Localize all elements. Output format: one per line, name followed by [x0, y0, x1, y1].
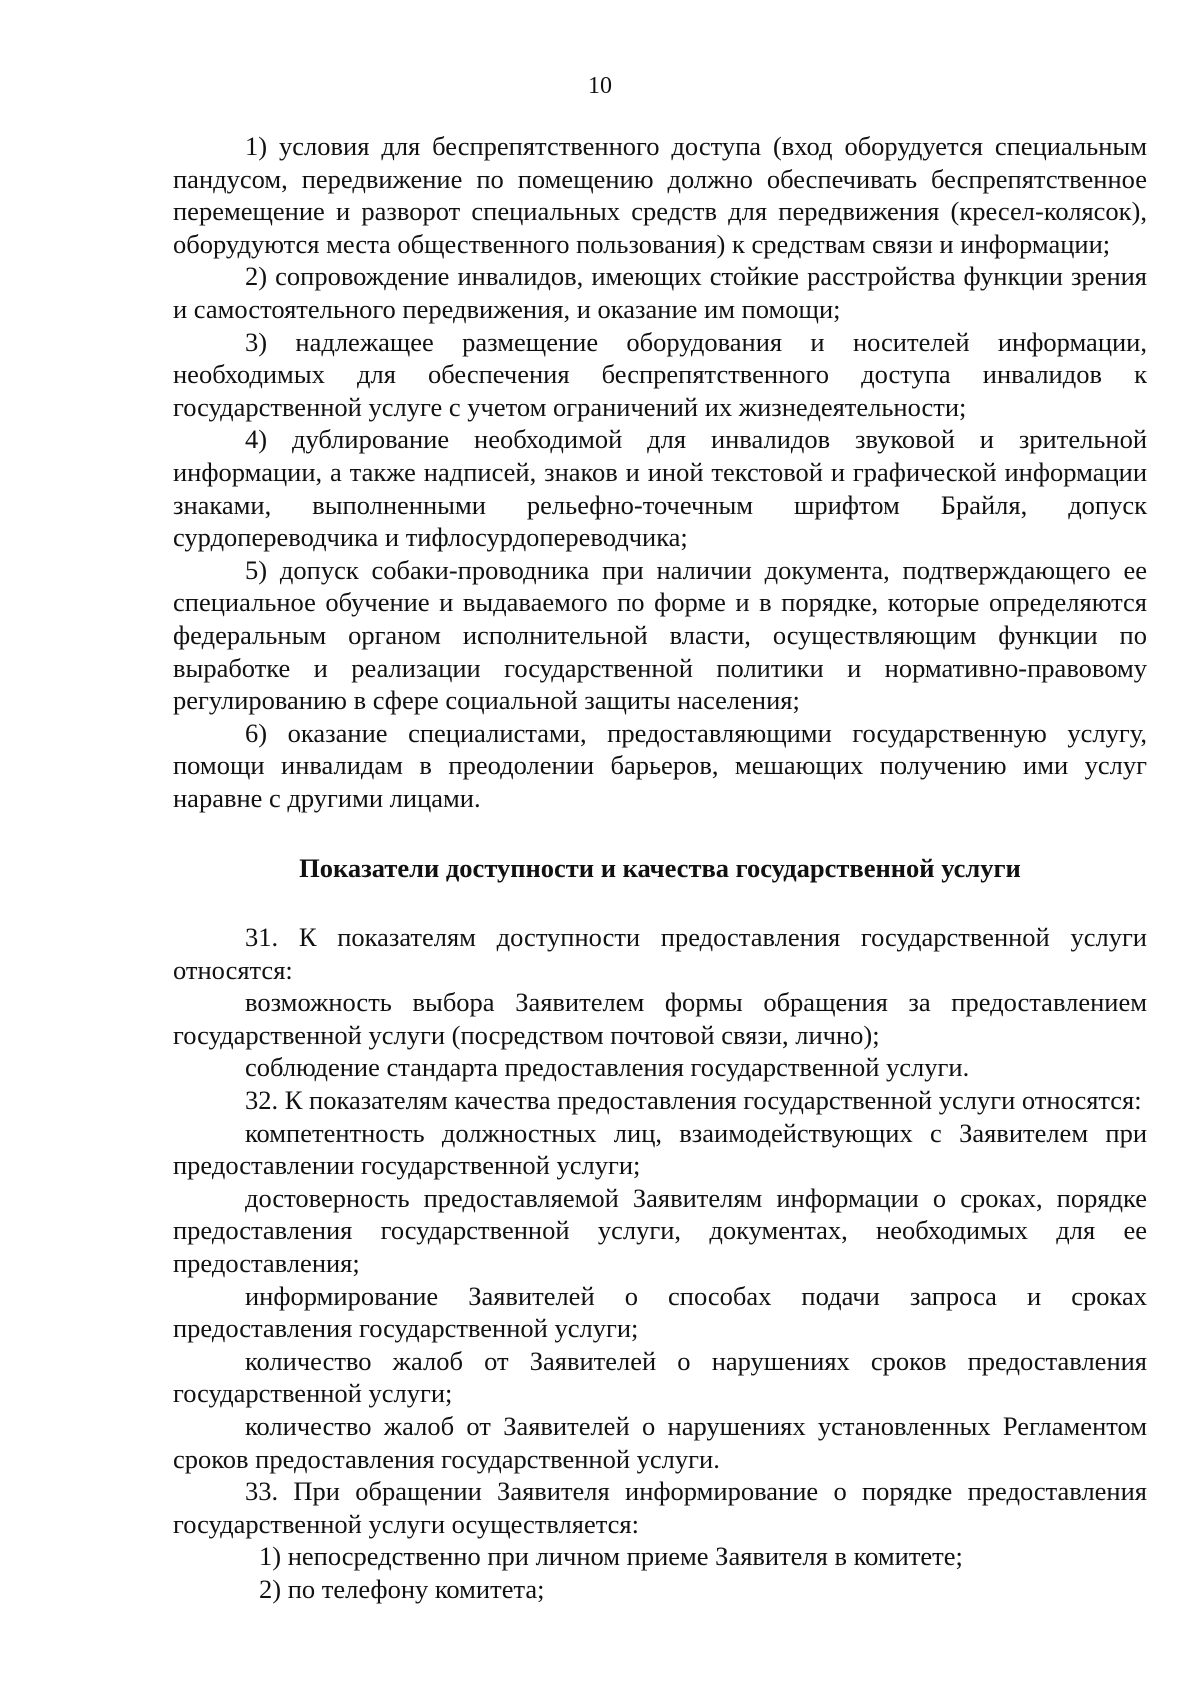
page-number: 10 [588, 73, 612, 99]
accessibility-item: 5) допуск собаки-проводника при наличии документа, подтверждающего ее специальное обучение и выдаваемого по форме и в порядке, которые определяются федеральным органом исполнительной власти, осуществляющим функции по выработке и реализации государственной политики и нормативно-правовому регулированию в сфере социальной защиты населения; [173, 554, 1147, 716]
accessibility-item: 2) сопровождение инвалидов, имеющих стойкие расстройства функции зрения и самостоятельного передвижения, и оказание им помощи; [173, 261, 1147, 324]
paragraph-33-item: 2) по телефону комитета; [259, 1573, 545, 1604]
paragraph-32-item: количество жалоб от Заявителей о нарушениях установленных Регламентом сроков предоставления государственной услуги. [173, 1410, 1147, 1474]
paragraph-32: 32. К показателям качества предоставления государственной услуги относятся: [245, 1085, 1142, 1116]
paragraph-32-item: достоверность предоставляемой Заявителям информации о сроках, порядке предоставления государственной услуги, документах, необходимых для ее предоставления; [173, 1182, 1147, 1278]
section-heading: Показатели доступности и качества государственной услуги [299, 853, 1021, 884]
paragraph-31: 31. К показателям доступности предоставления государственной услуги относятся: [173, 922, 1147, 985]
accessibility-item: 4) дублирование необходимой для инвалидов звуковой и зрительной информации, а также надписей, знаков и иной текстовой и графической информации знаками, выполненными рельефно-точечным шрифтом Брайля, допуск сурдопереводчика и тифлосурдопереводчика; [173, 424, 1147, 553]
paragraph-31-item: возможность выбора Заявителем формы обращения за предоставлением государственной услуги (посредством почтовой связи, лично); [173, 987, 1147, 1050]
accessibility-item: 1) условия для беспрепятственного доступа (вход оборудуется специальным пандусом, передвижение по помещению должно обеспечивать беспрепятственное перемещение и разворот специальных средств для передвижения (кресел-колясок), оборудуются места общественного пользования) к средствам связи и информации; [173, 131, 1147, 259]
paragraph-32-item: количество жалоб от Заявителей о нарушениях сроков предоставления государственной услуги; [173, 1345, 1147, 1409]
document-body [173, 130, 1147, 1606]
paragraph-32-item: информирование Заявителей о способах подачи запроса и сроках предоставления государственной услуги; [173, 1280, 1147, 1344]
paragraph-33-item: 1) непосредственно при личном приеме Заявителя в комитете; [259, 1541, 963, 1572]
paragraph-33: 33. При обращении Заявителя информирование о порядке предоставления государственной услуги осуществляется: [173, 1476, 1147, 1539]
paragraph-31-item: соблюдение стандарта предоставления государственной услуги. [245, 1052, 970, 1083]
accessibility-item: 6) оказание специалистами, предоставляющими государственную услугу, помощи инвалидам в преодолении барьеров, мешающих получению ими услуг наравне с другими лицами. [173, 717, 1147, 813]
paragraph-32-item: компетентность должностных лиц, взаимодействующих с Заявителем при предоставлении государственной услуги; [173, 1117, 1147, 1181]
accessibility-item: 3) надлежащее размещение оборудования и носителей информации, необходимых для обеспечения беспрепятственного доступа инвалидов к государственной услуге с учетом ограничений их жизнедеятельности; [173, 326, 1147, 422]
